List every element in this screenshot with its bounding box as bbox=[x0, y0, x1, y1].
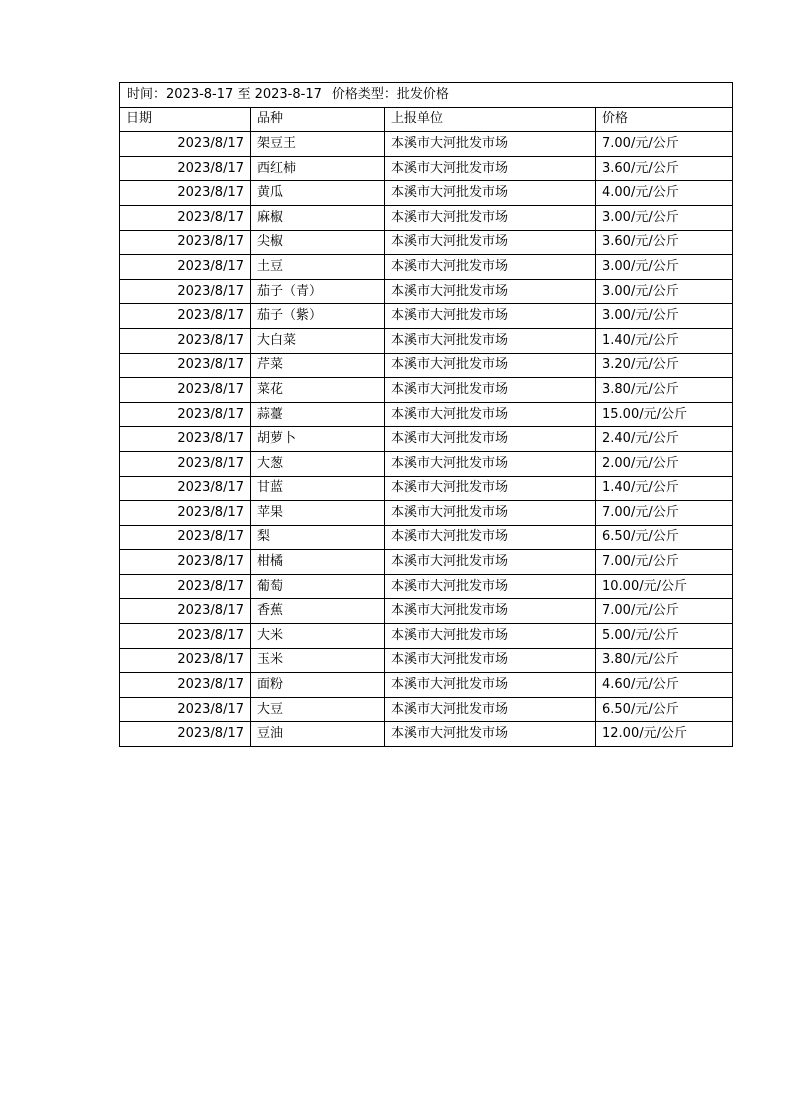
cell-variety: 大葱 bbox=[251, 451, 385, 476]
header-row bbox=[120, 107, 733, 132]
cell-price: 12.00/元/公斤 bbox=[596, 722, 733, 747]
header-variety: 品种 bbox=[251, 107, 385, 132]
table-row bbox=[120, 304, 733, 329]
to-word: 至 bbox=[237, 86, 251, 102]
cell-unit: 本溪市大河批发市场 bbox=[385, 599, 596, 624]
cell-date: 2023/8/17 bbox=[120, 279, 251, 304]
price-type-label: 价格类型： bbox=[331, 86, 397, 102]
cell-variety: 香蕉 bbox=[251, 599, 385, 624]
cell-date: 2023/8/17 bbox=[120, 673, 251, 698]
cell-unit: 本溪市大河批发市场 bbox=[385, 205, 596, 230]
cell-unit: 本溪市大河批发市场 bbox=[385, 230, 596, 255]
table-row bbox=[120, 648, 733, 673]
price-report-sheet bbox=[119, 82, 732, 747]
cell-price: 6.50/元/公斤 bbox=[596, 525, 733, 550]
cell-price: 4.60/元/公斤 bbox=[596, 673, 733, 698]
table-row bbox=[120, 205, 733, 230]
cell-unit: 本溪市大河批发市场 bbox=[385, 574, 596, 599]
table-row bbox=[120, 624, 733, 649]
cell-variety: 柑橘 bbox=[251, 550, 385, 575]
table-row bbox=[120, 476, 733, 501]
table-row bbox=[120, 673, 733, 698]
cell-unit: 本溪市大河批发市场 bbox=[385, 156, 596, 181]
query-summary bbox=[120, 83, 733, 108]
cell-variety: 土豆 bbox=[251, 255, 385, 280]
cell-price: 3.80/元/公斤 bbox=[596, 378, 733, 403]
cell-variety: 豆油 bbox=[251, 722, 385, 747]
cell-date: 2023/8/17 bbox=[120, 697, 251, 722]
table-row bbox=[120, 697, 733, 722]
cell-unit: 本溪市大河批发市场 bbox=[385, 353, 596, 378]
cell-price: 3.60/元/公斤 bbox=[596, 156, 733, 181]
cell-price: 3.80/元/公斤 bbox=[596, 648, 733, 673]
cell-variety: 黄瓜 bbox=[251, 181, 385, 206]
meta-row bbox=[120, 83, 733, 108]
cell-unit: 本溪市大河批发市场 bbox=[385, 501, 596, 526]
cell-date: 2023/8/17 bbox=[120, 525, 251, 550]
header-price: 价格 bbox=[596, 107, 733, 132]
cell-unit: 本溪市大河批发市场 bbox=[385, 427, 596, 452]
table-row bbox=[120, 722, 733, 747]
cell-variety: 茄子（紫） bbox=[251, 304, 385, 329]
cell-variety: 大白菜 bbox=[251, 328, 385, 353]
cell-variety: 大豆 bbox=[251, 697, 385, 722]
table-row bbox=[120, 230, 733, 255]
cell-unit: 本溪市大河批发市场 bbox=[385, 624, 596, 649]
cell-unit: 本溪市大河批发市场 bbox=[385, 279, 596, 304]
cell-unit: 本溪市大河批发市场 bbox=[385, 402, 596, 427]
cell-variety: 梨 bbox=[251, 525, 385, 550]
cell-price: 7.00/元/公斤 bbox=[596, 501, 733, 526]
cell-date: 2023/8/17 bbox=[120, 427, 251, 452]
cell-date: 2023/8/17 bbox=[120, 476, 251, 501]
cell-date: 2023/8/17 bbox=[120, 378, 251, 403]
cell-price: 4.00/元/公斤 bbox=[596, 181, 733, 206]
cell-variety: 甘蓝 bbox=[251, 476, 385, 501]
date-from: 2023-8-17 bbox=[166, 86, 234, 102]
cell-price: 6.50/元/公斤 bbox=[596, 697, 733, 722]
cell-price: 1.40/元/公斤 bbox=[596, 328, 733, 353]
cell-variety: 玉米 bbox=[251, 648, 385, 673]
cell-unit: 本溪市大河批发市场 bbox=[385, 132, 596, 157]
cell-date: 2023/8/17 bbox=[120, 255, 251, 280]
cell-price: 7.00/元/公斤 bbox=[596, 550, 733, 575]
cell-date: 2023/8/17 bbox=[120, 205, 251, 230]
date-to: 2023-8-17 bbox=[254, 86, 322, 102]
cell-unit: 本溪市大河批发市场 bbox=[385, 550, 596, 575]
cell-date: 2023/8/17 bbox=[120, 304, 251, 329]
table-row bbox=[120, 353, 733, 378]
cell-date: 2023/8/17 bbox=[120, 599, 251, 624]
cell-date: 2023/8/17 bbox=[120, 501, 251, 526]
header-date: 日期 bbox=[120, 107, 251, 132]
cell-date: 2023/8/17 bbox=[120, 328, 251, 353]
table-row bbox=[120, 550, 733, 575]
table-row bbox=[120, 132, 733, 157]
cell-variety: 架豆王 bbox=[251, 132, 385, 157]
table-row bbox=[120, 378, 733, 403]
cell-date: 2023/8/17 bbox=[120, 156, 251, 181]
header-unit: 上报单位 bbox=[385, 107, 596, 132]
cell-variety: 葡萄 bbox=[251, 574, 385, 599]
cell-price: 7.00/元/公斤 bbox=[596, 132, 733, 157]
table-row bbox=[120, 181, 733, 206]
table-row bbox=[120, 599, 733, 624]
cell-unit: 本溪市大河批发市场 bbox=[385, 697, 596, 722]
cell-unit: 本溪市大河批发市场 bbox=[385, 255, 596, 280]
table-row bbox=[120, 501, 733, 526]
cell-variety: 菜花 bbox=[251, 378, 385, 403]
cell-date: 2023/8/17 bbox=[120, 132, 251, 157]
cell-date: 2023/8/17 bbox=[120, 574, 251, 599]
cell-date: 2023/8/17 bbox=[120, 181, 251, 206]
cell-price: 7.00/元/公斤 bbox=[596, 599, 733, 624]
table-row bbox=[120, 156, 733, 181]
table-row bbox=[120, 427, 733, 452]
cell-price: 3.00/元/公斤 bbox=[596, 255, 733, 280]
cell-price: 3.20/元/公斤 bbox=[596, 353, 733, 378]
cell-date: 2023/8/17 bbox=[120, 624, 251, 649]
cell-variety: 蒜薹 bbox=[251, 402, 385, 427]
cell-price: 3.00/元/公斤 bbox=[596, 279, 733, 304]
cell-unit: 本溪市大河批发市场 bbox=[385, 378, 596, 403]
cell-variety: 苹果 bbox=[251, 501, 385, 526]
cell-unit: 本溪市大河批发市场 bbox=[385, 476, 596, 501]
cell-variety: 茄子（青） bbox=[251, 279, 385, 304]
cell-variety: 西红柿 bbox=[251, 156, 385, 181]
cell-price: 10.00/元/公斤 bbox=[596, 574, 733, 599]
cell-unit: 本溪市大河批发市场 bbox=[385, 304, 596, 329]
cell-variety: 麻椒 bbox=[251, 205, 385, 230]
table-row bbox=[120, 255, 733, 280]
cell-date: 2023/8/17 bbox=[120, 353, 251, 378]
cell-unit: 本溪市大河批发市场 bbox=[385, 525, 596, 550]
cell-date: 2023/8/17 bbox=[120, 722, 251, 747]
price-type-value: 批发价格 bbox=[396, 86, 449, 102]
price-table bbox=[119, 82, 733, 747]
cell-price: 1.40/元/公斤 bbox=[596, 476, 733, 501]
time-label: 时间： bbox=[127, 86, 167, 102]
cell-variety: 面粉 bbox=[251, 673, 385, 698]
cell-date: 2023/8/17 bbox=[120, 230, 251, 255]
cell-date: 2023/8/17 bbox=[120, 451, 251, 476]
cell-price: 15.00/元/公斤 bbox=[596, 402, 733, 427]
cell-price: 5.00/元/公斤 bbox=[596, 624, 733, 649]
cell-price: 2.00/元/公斤 bbox=[596, 451, 733, 476]
cell-date: 2023/8/17 bbox=[120, 550, 251, 575]
cell-price: 3.60/元/公斤 bbox=[596, 230, 733, 255]
cell-date: 2023/8/17 bbox=[120, 402, 251, 427]
cell-price: 2.40/元/公斤 bbox=[596, 427, 733, 452]
table-row bbox=[120, 279, 733, 304]
cell-unit: 本溪市大河批发市场 bbox=[385, 722, 596, 747]
cell-price: 3.00/元/公斤 bbox=[596, 205, 733, 230]
cell-unit: 本溪市大河批发市场 bbox=[385, 328, 596, 353]
cell-price: 3.00/元/公斤 bbox=[596, 304, 733, 329]
cell-unit: 本溪市大河批发市场 bbox=[385, 181, 596, 206]
cell-variety: 尖椒 bbox=[251, 230, 385, 255]
cell-variety: 胡萝卜 bbox=[251, 427, 385, 452]
cell-unit: 本溪市大河批发市场 bbox=[385, 673, 596, 698]
table-row bbox=[120, 525, 733, 550]
cell-variety: 芹菜 bbox=[251, 353, 385, 378]
cell-variety: 大米 bbox=[251, 624, 385, 649]
cell-unit: 本溪市大河批发市场 bbox=[385, 648, 596, 673]
cell-date: 2023/8/17 bbox=[120, 648, 251, 673]
table-row bbox=[120, 574, 733, 599]
table-row bbox=[120, 402, 733, 427]
cell-unit: 本溪市大河批发市场 bbox=[385, 451, 596, 476]
table-row bbox=[120, 328, 733, 353]
table-row bbox=[120, 451, 733, 476]
